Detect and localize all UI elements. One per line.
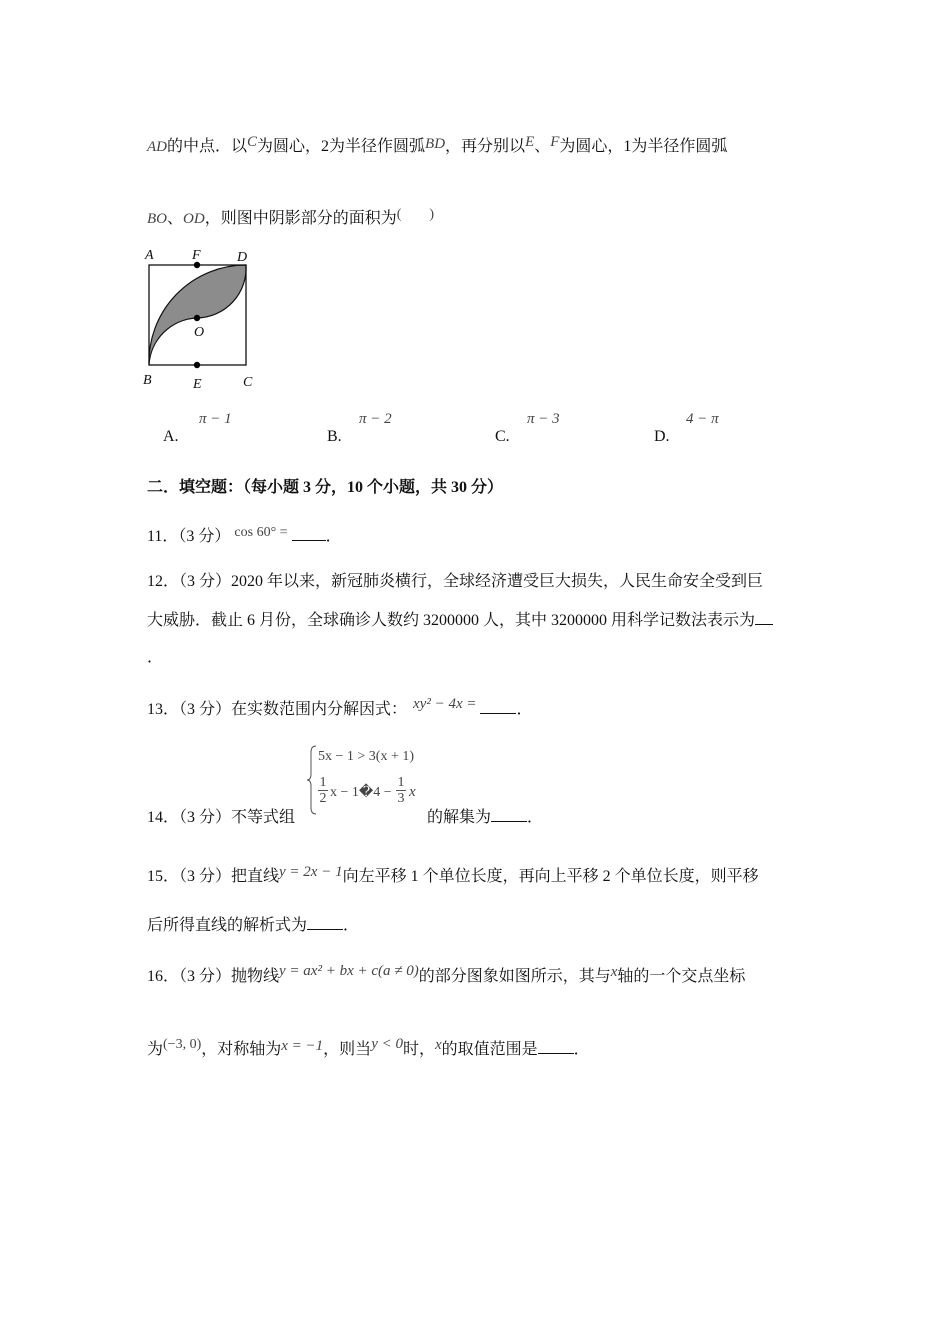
q16-line2: [147, 1036, 590, 1059]
q16-l2-text1: 为: [147, 1041, 164, 1058]
option-a-label[interactable]: A.: [163, 428, 179, 445]
q10-text3: ，再分别以: [445, 138, 526, 155]
q16-text1: 的部分图象如图所示，其与: [418, 968, 611, 985]
system-brace: [306, 744, 318, 816]
q16-num: 16．（3 分）抛物线: [147, 968, 280, 985]
q16-l2-text2: ，对称轴为: [201, 1041, 282, 1058]
label-d: D: [237, 250, 248, 265]
option-b-label[interactable]: B.: [327, 428, 342, 445]
option-d-expr: 4 − π: [686, 411, 719, 427]
label-e: E: [193, 377, 202, 392]
q14-blank[interactable]: [491, 807, 527, 822]
q16-l2-text4: 时，: [402, 1041, 435, 1058]
q15-expr: y = 2x − 1: [279, 864, 343, 880]
q10-text4: 为圆心，1为半径作圆弧: [559, 138, 728, 155]
q14-tail: [427, 804, 543, 827]
q10-text2: 为圆心，2为半径作圆弧: [257, 138, 426, 155]
ineq2-b: 4 −: [373, 785, 392, 800]
ineq2-c: x: [409, 784, 416, 800]
point-o: [194, 315, 200, 321]
q11-end: ．: [325, 528, 342, 545]
q16-point: (−3, 0): [163, 1037, 202, 1052]
q15-num: 15．（3 分）把直线: [147, 868, 280, 885]
q10-text5: ，则图中阴影部分的面积为: [204, 210, 397, 227]
frac2-den: 3: [397, 791, 405, 806]
q16-line1: [147, 963, 745, 986]
q16-text2: 轴的一个交点坐标: [617, 968, 746, 985]
q15-blank[interactable]: [307, 915, 343, 930]
q10-text1: 的中点．以: [167, 138, 248, 155]
math-ad: AD: [147, 139, 167, 155]
frac1: [318, 775, 328, 807]
math-e: E: [525, 134, 535, 150]
option-d-label[interactable]: D.: [654, 428, 670, 445]
q12-line2-text: 大威胁．截止 6 月份，全球确诊人数约 3200000 人，其中 3200000 用科学记数法表示为: [147, 612, 756, 629]
label-b: B: [143, 373, 152, 388]
math-c: C: [247, 134, 258, 150]
q14-end: ．: [527, 809, 544, 826]
q16-x: x: [610, 964, 618, 980]
label-f: F: [192, 248, 201, 263]
q12-blank[interactable]: [755, 610, 773, 625]
arc-bd: BD: [425, 136, 446, 152]
q11: [147, 523, 342, 546]
option-c-label[interactable]: C.: [495, 428, 510, 445]
q13: [147, 696, 533, 719]
sep1: 、: [534, 138, 551, 155]
q12-line1: 12．（3 分）2020 年以来，新冠肺炎横行，全球经济遭受巨大损失，人民生命安全受到巨: [147, 573, 764, 590]
frac2-num: 1: [397, 775, 405, 790]
frac1-den: 2: [319, 791, 327, 806]
q14-ineq2: [330, 784, 392, 801]
label-o: O: [194, 325, 205, 340]
section-title: 二．填空题：（每小题 3 分，10 个小题，共 30 分）: [147, 479, 504, 496]
option-b-expr: π − 2: [359, 411, 392, 427]
answer-paren: ( ): [396, 207, 435, 222]
q16-expr: y = ax² + bx + c(a ≠ 0): [279, 963, 419, 979]
frac1-num: 1: [319, 775, 327, 790]
q10-line1: [147, 133, 727, 156]
ineq2-a: x − 1: [330, 785, 359, 800]
arc-bo: BO: [147, 211, 167, 227]
q15-line2-text: 后所得直线的解析式为: [147, 917, 308, 934]
q13-expr: xy² − 4x =: [413, 696, 477, 712]
q16-cond: y < 0: [371, 1036, 403, 1052]
q11-expr: cos 60° =: [234, 525, 288, 540]
option-a-expr: π − 1: [199, 411, 232, 427]
q11-num: 11．（3 分）: [147, 528, 231, 545]
label-c: C: [243, 375, 253, 390]
option-c-expr: π − 3: [527, 411, 560, 427]
q12-line2: [147, 607, 773, 630]
q15-line1: [147, 863, 759, 886]
q16-l2-text5: 的取值范围是: [441, 1041, 538, 1058]
sep2: 、: [167, 210, 184, 227]
q16-l2-text3: ，则当: [323, 1041, 372, 1058]
ineq2-sym: �: [358, 785, 374, 800]
q15-end: ．: [343, 917, 360, 934]
math-f: F: [550, 134, 560, 150]
q16-axis: x = −1: [281, 1038, 324, 1054]
q15-text1: 向左平移 1 个单位长度，再向上平移 2 个单位长度，则平移: [342, 868, 759, 885]
q15-line2: [147, 912, 359, 935]
q16-x2: x: [434, 1037, 442, 1053]
point-e: [194, 362, 200, 368]
q14-tail-text: 的解集为: [427, 809, 492, 826]
q13-end: ．: [516, 701, 533, 718]
arc-od: OD: [183, 211, 205, 227]
q16-blank[interactable]: [538, 1039, 574, 1054]
q14-num: 14．（3 分）不等式组: [147, 809, 296, 826]
frac2: [396, 775, 406, 807]
q14-ineq1: 5x − 1 > 3(x + 1): [318, 749, 415, 764]
q13-num: 13．（3 分）在实数范围内分解因式：: [147, 701, 408, 718]
q13-blank[interactable]: [480, 699, 516, 714]
q11-blank[interactable]: [292, 526, 326, 541]
q10-line2: [147, 205, 434, 228]
q12-line3: ．: [147, 649, 164, 666]
geometry-figure: [140, 243, 265, 393]
q16-end: ．: [573, 1041, 590, 1058]
label-a: A: [145, 248, 154, 263]
